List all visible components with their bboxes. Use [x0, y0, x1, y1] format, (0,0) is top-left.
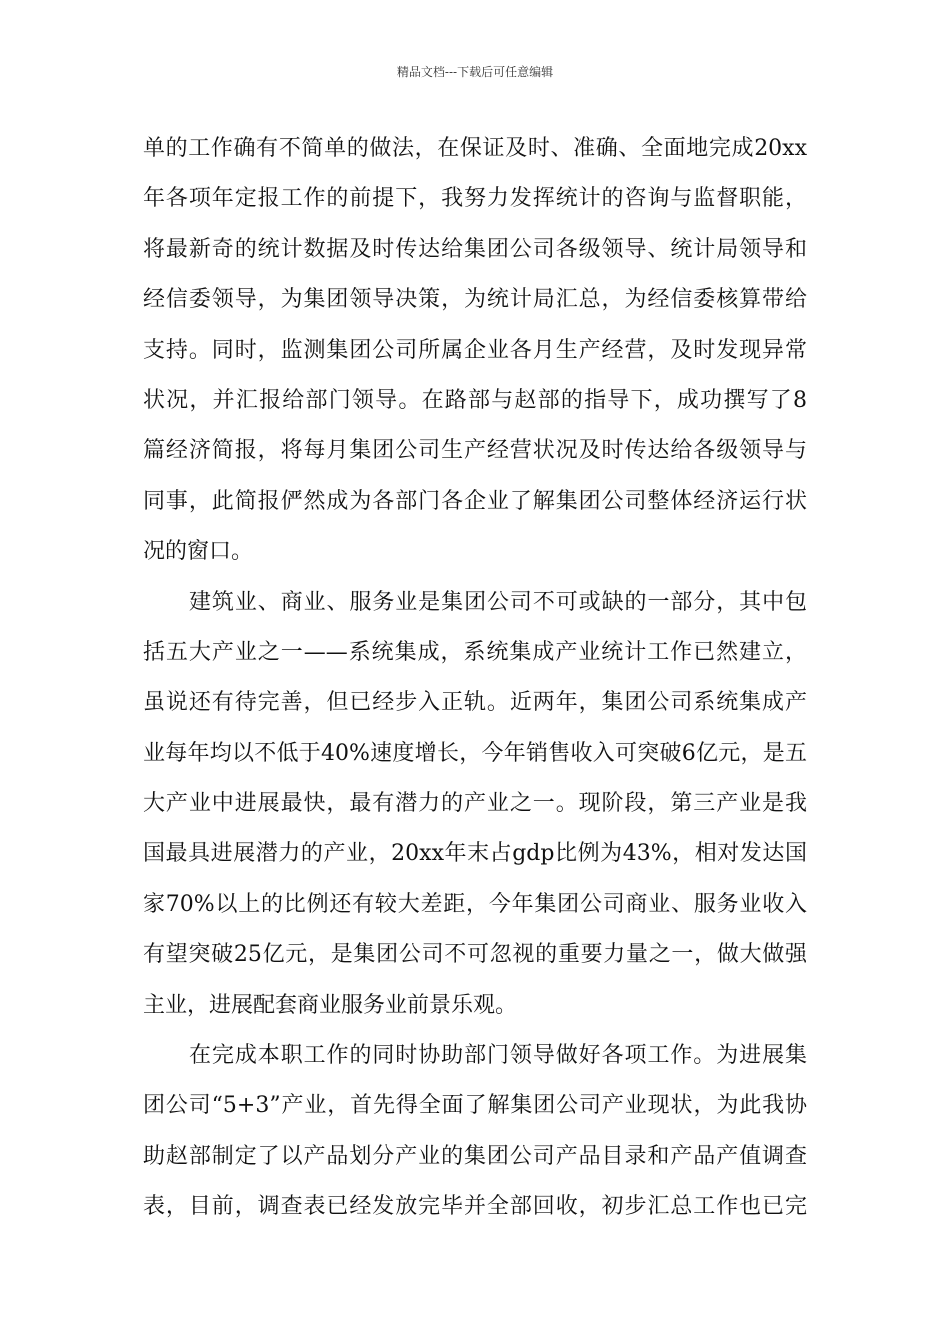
- text-line: 年各项年定报工作的前提下，我努力发挥统计的咨询与监督职能，: [143, 186, 807, 212]
- text-line: 表，目前，调查表已经发放完毕并全部回收，初步汇总工作也已完: [143, 1194, 807, 1220]
- text-line: 在完成本职工作的同时协助部门领导做好各项工作。为进展集: [189, 1043, 807, 1069]
- text-line: 篇经济简报，将每月集团公司生产经营状况及时传达给各级领导与: [143, 438, 807, 464]
- paragraph: [143, 1031, 807, 1233]
- text-line: 团公司“5+3”产业，首先得全面了解集团公司产业现状，为此我协: [143, 1093, 807, 1119]
- text-line: 建筑业、商业、服务业是集团公司不可或缺的一部分，其中包: [189, 589, 807, 615]
- paragraph: [143, 124, 807, 578]
- text-line: 业每年均以不低于40%速度增长，今年销售收入可突破6亿元，是五: [143, 740, 807, 766]
- text-line: 况的窗口。: [143, 539, 254, 565]
- text-line: 将最新奇的统计数据及时传达给集团公司各级领导、统计局领导和: [143, 236, 807, 262]
- text-line: 有望突破25亿元，是集团公司不可忽视的重要力量之一，做大做强: [143, 942, 807, 968]
- text-line: 支持。同时，监测集团公司所属企业各月生产经营，及时发现异常: [143, 337, 807, 363]
- text-line: 主业，进展配套商业服务业前景乐观。: [143, 992, 518, 1018]
- page-header: 精品文档---下载后可任意编辑: [396, 65, 554, 79]
- text-line: 单的工作确有不简单的做法，在保证及时、准确、全面地完成20xx: [143, 136, 807, 161]
- paragraph: [143, 578, 807, 1032]
- text-line: 大产业中进展最快，最有潜力的产业之一。现阶段，第三产业是我: [143, 791, 807, 817]
- document-body: [143, 124, 807, 1233]
- text-line: 家70%以上的比例还有较大差距，今年集团公司商业、服务业收入: [143, 891, 807, 917]
- text-line: 虽说还有待完善，但已经步入正轨。近两年，集团公司系统集成产: [143, 690, 807, 716]
- text-line: 助赵部制定了以产品划分产业的集团公司产品目录和产品产值调查: [143, 1143, 807, 1169]
- text-line: 同事，此简报俨然成为各部门各企业了解集团公司整体经济运行状: [143, 488, 807, 514]
- text-line: 国最具进展潜力的产业，20xx年末占gdp比例为43%，相对发达国: [143, 841, 807, 867]
- text-line: 括五大产业之一——系统集成，系统集成产业统计工作已然建立，: [143, 639, 807, 665]
- text-line: 状况，并汇报给部门领导。在路部与赵部的指导下，成功撰写了8: [143, 387, 807, 413]
- text-line: 经信委领导，为集团领导决策，为统计局汇总，为经信委核算带给: [143, 287, 807, 313]
